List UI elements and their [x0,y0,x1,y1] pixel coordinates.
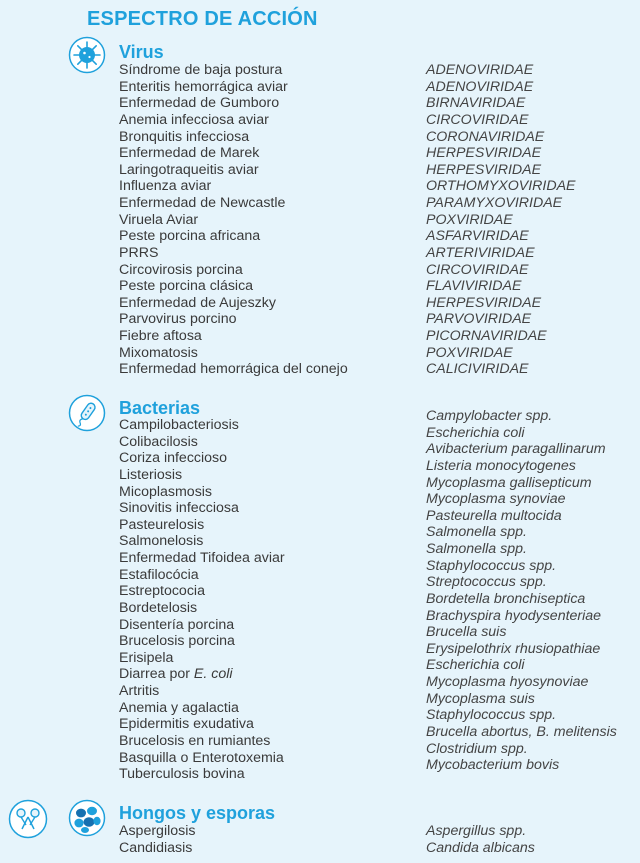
list-item [0,641,640,658]
causal-agent: Bordetella bronchiseptica [426,590,586,607]
list-item [0,574,640,591]
causal-agent: Brachyspira hyodysenteriae [426,607,602,624]
causal-agent: CORONAVIRIDAE [426,128,545,145]
causal-agent: Pasteurella multocida [426,507,562,524]
causal-agent: Avibacterium paragallinarum [426,441,606,458]
list-item [0,79,640,96]
list-item [0,178,640,195]
causal-agent: ORTHOMYXOVIRIDAE [426,178,576,195]
disease-name: Salmonelosis [119,533,204,550]
virus-title: Virus [119,42,164,62]
disease-name: Candidiasis [119,839,193,856]
list-item [0,475,640,492]
disease-name: Parvovirus porcino [119,311,237,328]
causal-agent: Brucella abortus, B. melitensis [426,723,617,740]
disease-name: Influenza aviar [119,178,212,195]
disease-name: Epidermitis exudativa [119,716,254,733]
causal-agent: Candida albicans [426,839,535,856]
disease-name: Anemia y agalactia [119,699,239,716]
list-item [0,624,640,641]
list-item [0,558,640,575]
disease-name: Coriza infeccioso [119,450,228,467]
disease-name: Enfermedad Tifoidea aviar [119,550,285,566]
list-item [0,458,640,475]
list-item [0,262,640,279]
disease-name: Sinovitis infecciosa [119,500,239,517]
disease-name: Bronquitis infecciosa [119,128,250,145]
disease-name: Enfermedad de Newcastle [119,195,286,211]
disease-name: Enteritis hemorrágica aviar [119,78,288,95]
list-item [0,491,640,508]
disease-name: Brucelosis porcina [119,633,235,650]
causal-agent: Mycobacterium bovis [426,757,560,774]
fungi-title: Hongos y esporas [119,803,276,823]
causal-agent: Escherichia coli [426,424,525,441]
list-item [0,295,640,312]
causal-agent: CIRCOVIRIDAE [426,261,529,278]
list-item [0,95,640,112]
causal-agent: Aspergillus spp. [426,823,527,839]
list-item [0,212,640,229]
page-title: ESPECTRO DE ACCIÓN [87,8,318,30]
disease-name: Tuberculosis bovina [119,766,245,783]
disease-name: Basquilla o Enterotoxemia [119,749,284,766]
disease-name: Síndrome de baja postura [119,62,283,78]
causal-agent: Mycoplasma hyosynoviae [426,674,589,690]
causal-agent: POXVIRIDAE [426,344,513,361]
list-item [0,278,640,295]
disease-name: Diarrea por E. coli [119,666,233,683]
causal-agent: FLAVIVIRIDAE [426,278,522,295]
causal-agent: Staphylococcus spp. [426,557,557,574]
causal-agent: CIRCOVIRIDAE [426,111,529,128]
disease-name: Laringotraqueitis aviar [119,161,259,178]
disease-name: Pasteurelosis [119,516,205,533]
causal-agent: Mycoplasma suis [426,690,535,707]
list-item [0,328,640,345]
causal-agent: Staphylococcus spp. [426,707,557,724]
list-item [0,129,640,146]
list-item [0,245,640,262]
list-item [0,707,640,724]
disease-name: Artritis [119,683,160,699]
disease-name: Erisipela [119,649,174,666]
causal-agent: ADENOVIRIDAE [426,62,534,78]
causal-agent: Campylobacter spp. [426,408,553,424]
list-item [0,345,640,362]
disease-name: Fiebre aftosa [119,328,202,344]
disease-name: Circovirosis porcina [119,261,243,278]
causal-agent: ASFARVIRIDAE [426,228,529,245]
causal-agent: Escherichia coli [426,657,525,674]
virus-list [0,62,640,378]
causal-agent: Salmonella spp. [426,524,527,541]
list-item [0,62,640,79]
disease-name: Enfermedad de Gumboro [119,95,280,112]
list-item [0,591,640,608]
list-item [0,691,640,708]
causal-agent: Streptococcus spp. [426,574,547,591]
causal-agent: Listeria monocytogenes [426,457,576,474]
causal-agent: Brucella suis [426,624,507,641]
bacteria-agent-list [0,408,640,774]
disease-name: Listeriosis [119,466,183,483]
causal-agent: PICORNAVIRIDAE [426,328,547,344]
list-item [0,441,640,458]
causal-agent: Mycoplasma synoviae [426,491,566,508]
list-item [0,425,640,442]
list-item [0,361,640,378]
list-item [0,724,640,741]
disease-name: Estreptococia [119,583,205,600]
disease-name: Peste porcina africana [119,228,261,245]
causal-agent: HERPESVIRIDAE [426,145,542,162]
disease-name: Colibacilosis [119,433,198,450]
list-item [0,408,640,425]
disease-name: Anemia infecciosa aviar [119,111,269,128]
disease-name: Brucelosis en rumiantes [119,732,271,749]
list-item [0,840,640,857]
list-item [0,112,640,129]
list-item [0,145,640,162]
species-name: E. coli [193,666,233,683]
causal-agent: Clostridium spp. [426,740,528,757]
disease-name: Disentería porcina [119,616,235,633]
list-item [0,541,640,558]
causal-agent: CALICIVIRIDAE [426,361,529,378]
causal-agent: Mycoplasma gallisepticum [426,474,592,491]
disease-name: Viruela Aviar [119,211,199,228]
causal-agent: Salmonella spp. [426,541,527,557]
disease-name: Enfermedad hemorrágica del conejo [119,361,348,378]
causal-agent: PARVOVIRIDAE [426,311,532,328]
list-item [0,674,640,691]
disease-name: Mixomatosis [119,344,198,361]
disease-name: Enfermedad de Marek [119,145,260,162]
causal-agent: BIRNAVIRIDAE [426,95,526,112]
causal-agent: POXVIRIDAE [426,211,513,228]
disease-name: Aspergilosis [119,823,196,839]
causal-agent: Erysipelothrix rhusiopathiae [426,640,601,657]
list-item [0,162,640,179]
disease-name: Bordetelosis [119,599,198,616]
list-item [0,608,640,625]
disease-name: Enfermedad de Aujeszky [119,294,276,311]
causal-agent: HERPESVIRIDAE [426,294,542,311]
bacteria-title: Bacterias [119,398,201,418]
causal-agent: ADENOVIRIDAE [426,78,534,95]
disease-name: Peste porcina clásica [119,278,254,295]
disease-name: Micoplasmosis [119,483,213,500]
list-item [0,228,640,245]
list-item [0,508,640,525]
list-item [0,741,640,758]
list-item [0,657,640,674]
disease-name: Campilobacteriosis [119,417,239,433]
disease-name: Estafilocócia [119,566,199,583]
fungi-list [0,823,640,856]
list-item [0,823,640,840]
causal-agent: ARTERIVIRIDAE [426,244,535,261]
list-item [0,524,640,541]
list-item [0,195,640,212]
list-item [0,757,640,774]
list-item [0,311,640,328]
disease-name: PRRS [119,244,159,261]
causal-agent: PARAMYXOVIRIDAE [426,195,563,211]
causal-agent: HERPESVIRIDAE [426,161,542,178]
